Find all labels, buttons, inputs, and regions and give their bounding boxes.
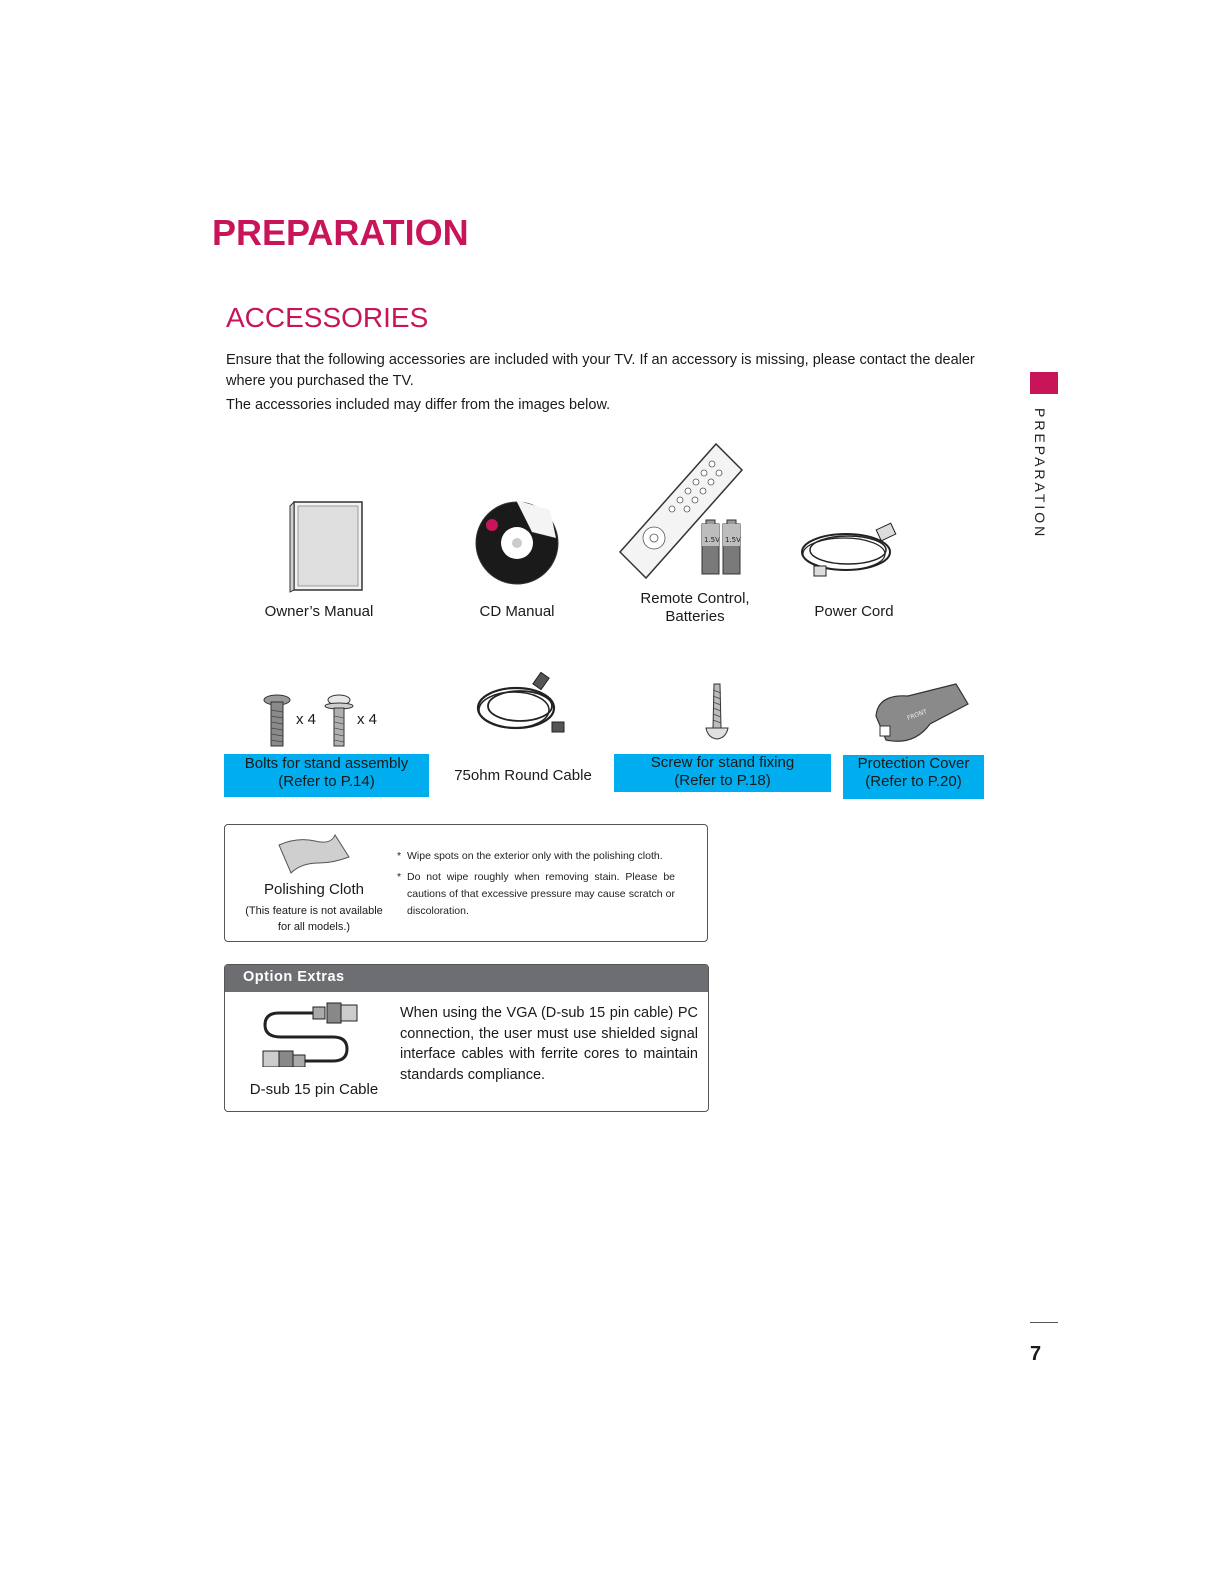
owners-manual-label: Owner’s Manual — [264, 603, 374, 620]
dsub-cable-icon — [261, 999, 365, 1067]
bullet-mark-1: * — [397, 850, 402, 862]
polishing-cloth-title: Polishing Cloth — [263, 881, 365, 898]
bullet-mark-2: * — [397, 871, 402, 883]
option-extras-text: When using the VGA (D-sub 15 pin cable) PC connection, the user must use shielded signal interface cables with ferrite cores to maintain standards compliance. — [400, 1005, 698, 1083]
bolts-label-line1: Bolts for stand assembly — [244, 755, 409, 772]
screw-label-line2: (Refer to P.18) — [674, 772, 771, 789]
stand-screw-icon — [704, 682, 730, 742]
section-title: ACCESSORIES — [226, 302, 429, 333]
bolts-label-line2: (Refer to P.14) — [278, 773, 375, 790]
option-extras-header: Option Extras — [225, 965, 708, 992]
polishing-cloth-note — [235, 903, 393, 935]
battery-label-1: 1.5V — [704, 536, 720, 544]
remote-label-line1: Remote Control, — [640, 590, 750, 607]
option-extras-box — [224, 964, 709, 1112]
polishing-bullet-1: Wipe spots on the exterior only with the polishing cloth. — [407, 850, 663, 862]
polishing-bullet-2: Do not wipe roughly when removing stain. Please be cautions of that excessive pressure may cause scratch or discoloration. — [407, 871, 675, 917]
cover-label-line2: (Refer to P.20) — [865, 773, 962, 790]
polishing-cloth-icon — [275, 833, 351, 875]
polishing-note-line2: for all models.) — [277, 921, 351, 933]
owners-manual-icon — [288, 498, 368, 594]
polishing-note-line1: (This feature is not available — [245, 905, 383, 917]
bolt-quantity-2: x 4 — [357, 711, 378, 728]
polishing-cloth-box — [224, 824, 708, 942]
batteries-icon — [700, 518, 742, 576]
intro-paragraph-2: The accessories included may differ from the images below. — [226, 397, 611, 413]
bolt-washer-icon — [324, 694, 354, 750]
intro-paragraph-1: Ensure that the following accessories are included with your TV. If an accessory is missing, please contact the dealer where you purchased the TV. — [226, 352, 975, 389]
page-number: 7 — [1030, 1343, 1042, 1365]
protection-cover-icon — [868, 682, 972, 748]
bolt-icon — [262, 694, 292, 750]
screw-label-line1: Screw for stand fixing — [650, 754, 795, 771]
round-cable-label: 75ohm Round Cable — [454, 767, 592, 784]
screw-label-box — [614, 754, 831, 792]
bolt-quantity-1: x 4 — [296, 711, 317, 728]
cd-manual-label: CD Manual — [479, 603, 555, 620]
round-cable-icon — [474, 672, 570, 742]
cover-label-line1: Protection Cover — [857, 755, 970, 772]
protection-cover-label-box — [843, 755, 984, 799]
side-section-label: PREPARATION — [1032, 408, 1048, 540]
page-number-rule — [1030, 1322, 1058, 1323]
protection-cover-mark: FRONT — [906, 708, 928, 722]
cd-disc-icon — [472, 498, 562, 588]
remote-label-line2: Batteries — [665, 608, 725, 625]
intro-text — [226, 350, 986, 419]
side-tab-marker — [1030, 372, 1058, 394]
bolts-label-box — [224, 754, 429, 797]
dsub-cable-label: D-sub 15 pin Cable — [249, 1081, 379, 1098]
remote-batteries-label — [620, 590, 770, 626]
battery-label-2: 1.5V — [725, 536, 741, 544]
power-cord-label: Power Cord — [814, 603, 894, 620]
page-title: PREPARATION — [212, 212, 469, 253]
power-cord-icon — [796, 520, 906, 582]
